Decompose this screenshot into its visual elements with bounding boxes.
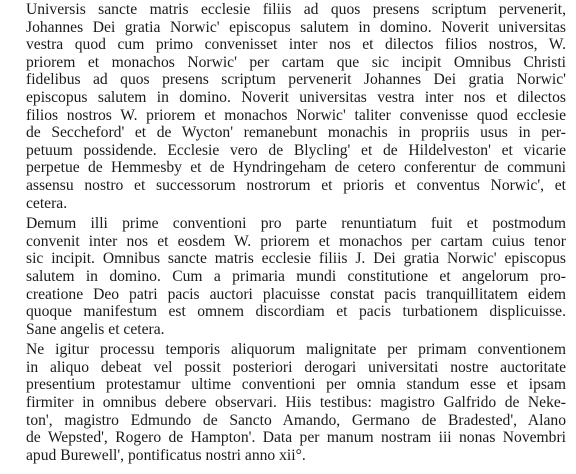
text-line: ton', magistro Edmundo de Sancto Amando, Germano de Bradested', Alano (26, 411, 566, 429)
text-line: Johannes Dei gratia Norwic' episcopus salutem in domino. Noverit universitas (26, 18, 566, 36)
text-line: assensu nostro et successorum nostrorum et prioris et conventus Norwic', et (26, 176, 566, 194)
text-line: in aliquo debeat vel possit posteriori derogari universitati nostre auctoritate (26, 358, 566, 376)
text-line: priorem et monachos Norwic' per cartam que sic incipit Omnibus Christi (26, 53, 566, 71)
text-line: apud Burewell', pontificatus nostri anno xii°. (26, 446, 306, 464)
text-line: petuum possidende. Ecclesie vero de Blycling' et de Hildelveston' et vicarie (26, 141, 566, 159)
text-line: vestra quod cum primo convenisset inter nos et dilectos filios nostros, W. (26, 36, 566, 54)
text-line: creatione Deo patri pacis auctori placuisse constat pacis tranquillitatem eidem (26, 285, 566, 303)
text-line: firmiter in omnibus debere observari. Hiis testibus: magistro Galfrido de Neke- (26, 394, 566, 412)
text-line: Demum illi prime conventioni pro parte renuntiatum fuit et postmodum (26, 215, 566, 233)
text-line: episcopus salutem in domino. Noverit universitas vestra inter nos et dilectos (26, 88, 566, 106)
text-line: Sane angelis et cetera. (26, 320, 165, 338)
text-line: convenit inter nos et eosdem W. priorem et monachos per cartam cuius tenor (26, 232, 566, 250)
text-line: presentium protestamur ultime conventioni per omnia standum esse et ipsam (26, 376, 566, 394)
text-line: salutem in domino. Cum a primaria mundi constitutione et angelorum pro- (26, 267, 566, 285)
text-line: perpetue de Hemmesby et de Hyndringeham de cetero conferentur de communi (26, 159, 566, 177)
text-line: de Seccheford' et de Wycton' remanebunt monachis in propriis usus in per- (26, 124, 566, 142)
text-line: de Wepsted', Rogero de Hampton'. Data per manum nostram iii nonas Novembri (26, 429, 566, 447)
text-line: sic incipit. Omnibus sancte matris ecclesie filiis J. Dei gratia Norwic' episcopus (26, 250, 566, 268)
text-line: fidelibus ad quos presens scriptum pervenerit Johannes Dei gratia Norwic' (26, 71, 566, 89)
paragraph-1 (6, 1, 566, 212)
paragraph-2 (6, 215, 566, 338)
text-line: Ne igitur processu temporis aliquorum malignitate per primam conventionem (26, 341, 566, 359)
paragraph-3 (6, 341, 566, 464)
text-line: quoque manifestum est omnem discordiam et pacis turbationem displicuisse. (26, 303, 566, 321)
text-line: Universis sancte matris ecclesie filiis ad quos presens scriptum pervenerit, (26, 1, 566, 18)
text-line: filios nostros W. priorem et monachos Norwic' taliter convenisse quod ecclesie (26, 106, 566, 124)
text-line: cetera. (26, 194, 68, 212)
